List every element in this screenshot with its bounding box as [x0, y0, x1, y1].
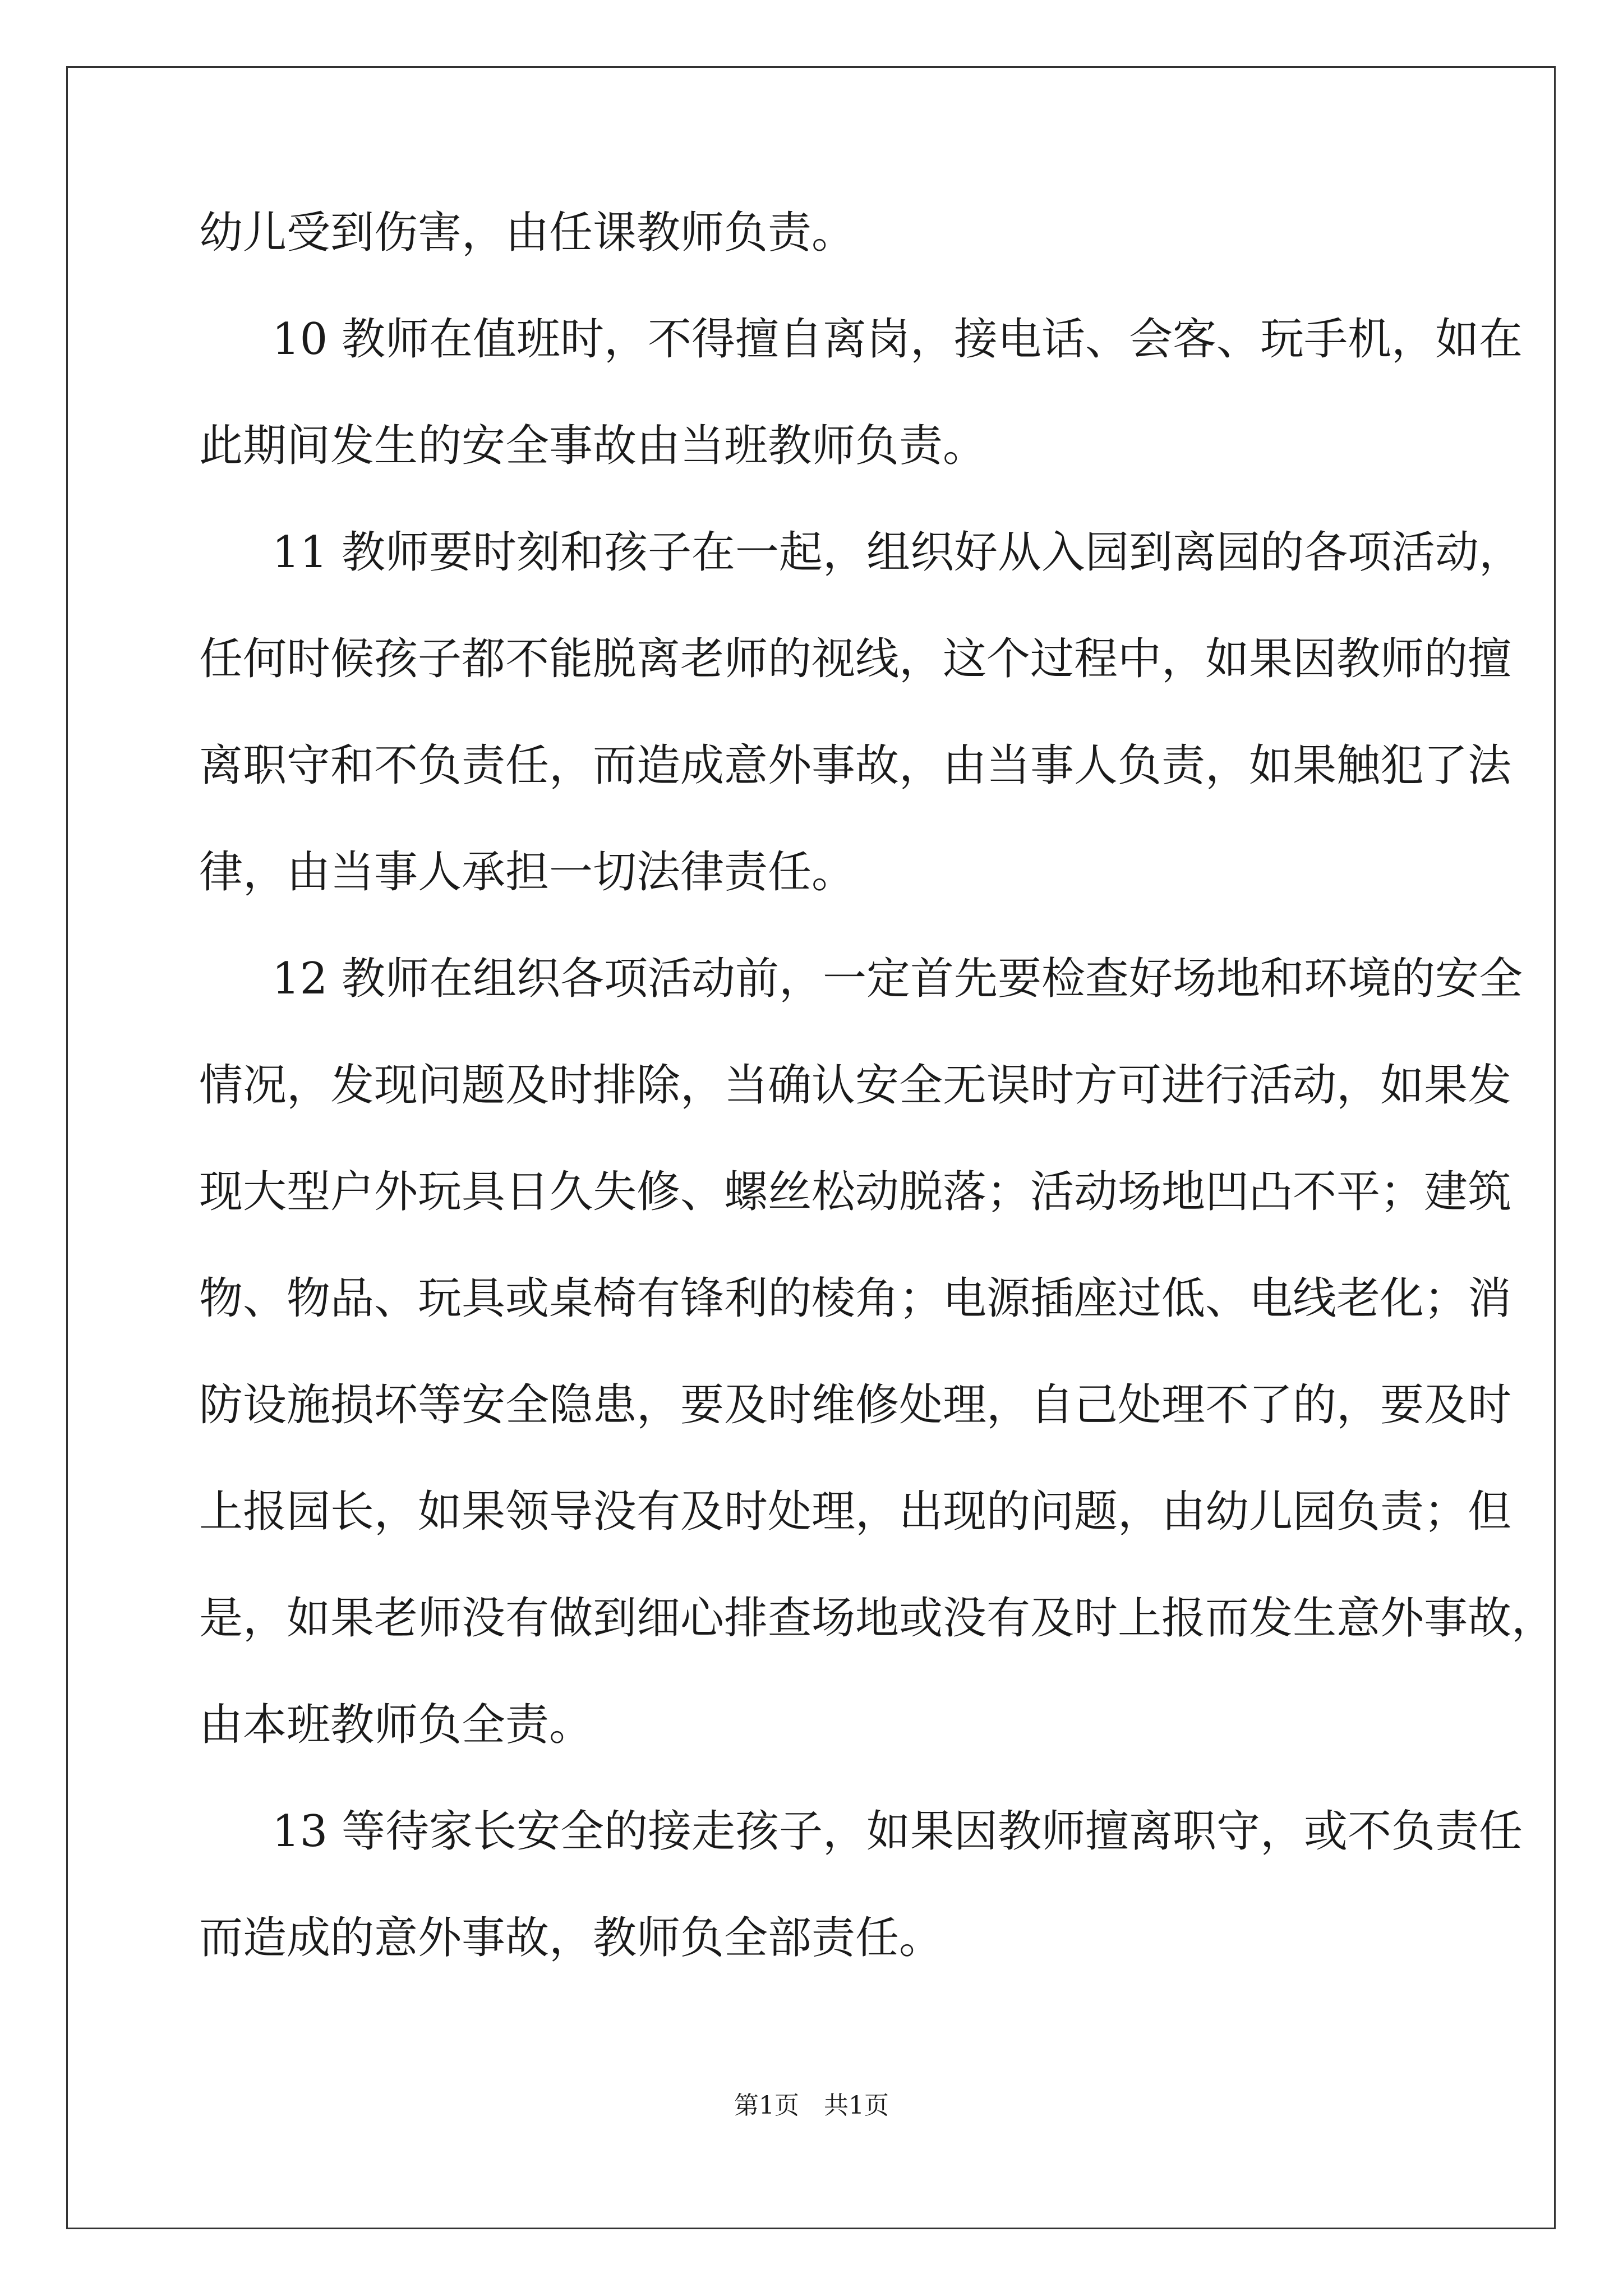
paragraph-11-line: 11 教师要时刻和孩子在一起，组织好从入园到离园的各项活动， [272, 527, 1523, 578]
text-line: 现大型户外玩具日久失修、螺丝松动脱落；活动场地凹凸不平；建筑 [199, 1167, 1512, 1217]
page-number: 第1页 共1页 [734, 2091, 889, 2120]
text-line: 任何时候孩子都不能脱离老师的视线，这个过程中，如果因教师的擅 [199, 634, 1512, 684]
text-line: 幼儿受到伤害，由任课教师负责。 [199, 208, 856, 258]
text-line: 物、物品、玩具或桌椅有锋利的棱角；电源插座过低、电线老化；消 [199, 1273, 1512, 1324]
text-line: 离职守和不负责任，而造成意外事故，由当事人负责，如果触犯了法 [199, 740, 1512, 791]
text-line: 情况，发现问题及时排除，当确认安全无误时方可进行活动，如果发 [199, 1060, 1512, 1111]
paragraph-10-line: 10 教师在值班时，不得擅自离岗，接电话、会客、玩手机，如在 [272, 314, 1523, 365]
text-line: 而造成的意外事故，教师负全部责任。 [199, 1913, 943, 1963]
text-line: 防设施损坏等安全隐患，要及时维修处理，自己处理不了的，要及时 [199, 1380, 1512, 1430]
text-line: 律，由当事人承担一切法律责任。 [199, 847, 856, 898]
text-line: 是，如果老师没有做到细心排查场地或没有及时上报而发生意外事故， [199, 1593, 1556, 1644]
paragraph-12-line: 12 教师在组织各项活动前，一定首先要检查好场地和环境的安全 [272, 954, 1523, 1004]
text-line: 由本班教师负全责。 [199, 1700, 593, 1750]
text-line: 此期间发生的安全事故由当班教师负责。 [199, 421, 987, 471]
paragraph-13-line: 13 等待家长安全的接走孩子，如果因教师擅离职守，或不负责任 [272, 1806, 1523, 1857]
text-line: 上报园长，如果领导没有及时处理，出现的问题，由幼儿园负责；但 [199, 1487, 1512, 1537]
